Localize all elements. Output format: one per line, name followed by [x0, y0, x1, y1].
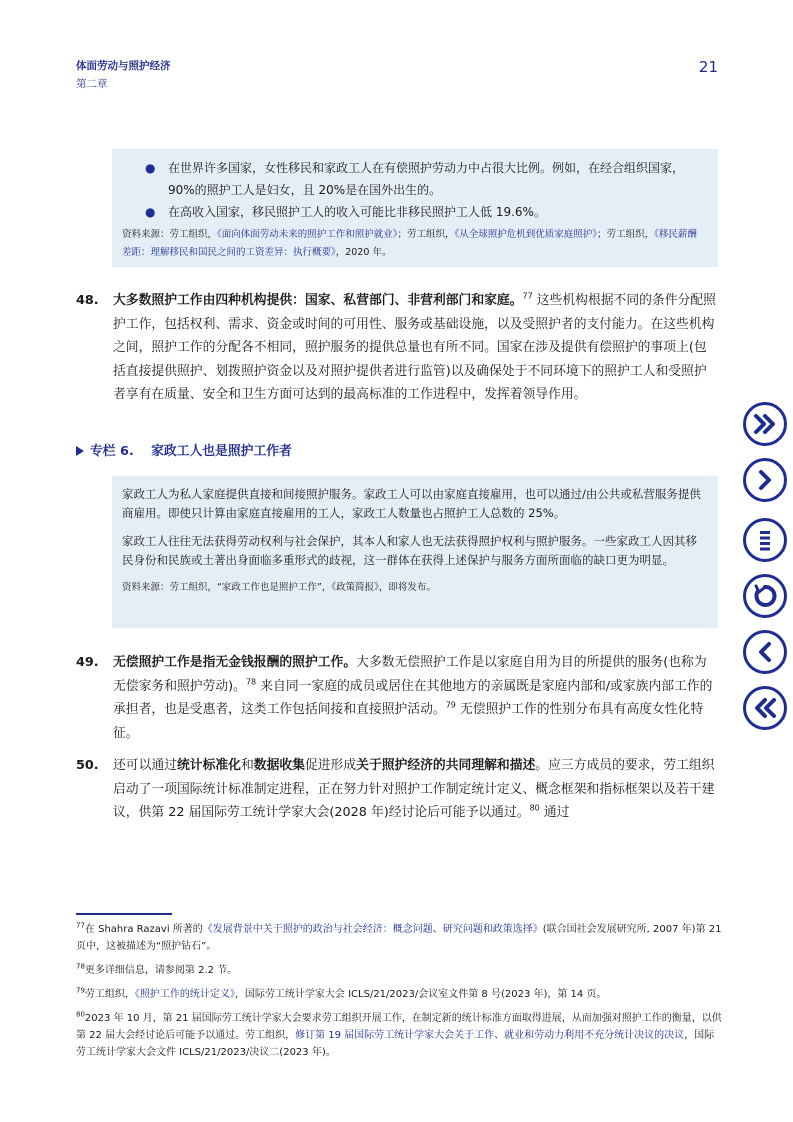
- footnote-number: 77: [76, 921, 85, 930]
- box-heading-text: 专栏 6. 家政工人也是照护工作者: [90, 444, 292, 459]
- running-header-chapter: 第二章: [76, 78, 108, 90]
- refresh-icon: [746, 577, 784, 615]
- paragraph-text: 大多数无偿照护工作是以家庭自用为目的所提供的服务(也称为无偿家务和照护劳动)。: [113, 655, 707, 694]
- chevron-left-icon: [746, 633, 784, 671]
- double-chevron-right-icon: [746, 405, 784, 443]
- paragraph-text: 和: [240, 758, 254, 773]
- info-box-migrant-care-workers: [112, 149, 718, 267]
- list-icon: [746, 521, 784, 559]
- source-link[interactable]: 《面向体面劳动未来的照护工作和照护就业》: [217, 229, 398, 240]
- paragraph-text: 促进形成: [304, 758, 357, 773]
- paragraph-text: 通过: [539, 805, 570, 820]
- footnote-text: 更多详细信息，请参阅第 2.2 节。: [84, 965, 238, 976]
- paragraph-text: 来自同一家庭的成员或居住在其他地方的亲属既是家庭内部和/或家族内部工作的承担者，也是受惠者，这类工作包括间接和直接照护活动。: [113, 678, 713, 717]
- paragraph-number: 48.: [76, 293, 99, 308]
- footnote-ref[interactable]: 79: [445, 700, 456, 710]
- box-heading: [76, 440, 716, 464]
- page-number: 21: [698, 58, 718, 76]
- box-paragraph: 家政工人为私人家庭提供直接和间接照护服务。家政工人可以由家庭直接雇用，也可以通过/由公共或私营服务提供商雇用。即使只计算由家庭直接雇用的工人，家政工人数量也占照护工人总数的 25%。: [122, 487, 701, 520]
- source-text: ；劳工组织，: [597, 229, 655, 240]
- contents-button[interactable]: [743, 518, 787, 562]
- info-box-domestic-workers: [112, 476, 718, 628]
- previous-page-button[interactable]: [743, 630, 787, 674]
- footnote-text: ，国际劳工统计学家大会文件 ICLS/21/2023/决议二(2023 年)。: [76, 1030, 715, 1058]
- bold-term: 统计标准化: [176, 758, 241, 773]
- source-link[interactable]: 《从全球照护危机到优质家庭照护》: [454, 229, 598, 240]
- paragraph-lead: 无偿照护工作是指无金钱报酬的照护工作。: [113, 655, 357, 670]
- paragraph-text: 无偿照护工作的性别分布具有高度女性化特征。: [113, 702, 704, 741]
- paragraph-number: 50.: [76, 758, 99, 773]
- footnote-77: [76, 921, 724, 955]
- footnote-text: 2023 年 10 月，第 21 届国际劳工统计学家大会要求劳工组织开展工作，在制定新的统计标准方面取得进展，从而加强对照护工作的衡量，以供第 22 届大会经讨论后可能予以通过。劳工组织，: [76, 1013, 722, 1041]
- footnote-ref[interactable]: 78: [245, 677, 257, 687]
- footnote-text: ，国际劳工统计学家大会 ICLS/21/2023/会议室文件第 8 号(2023 年)，第 14 页。: [234, 989, 607, 1000]
- paragraph-lead: 大多数照护工作由四种机构提供：国家、私营部门、非营利部门和家庭。: [113, 293, 523, 308]
- bullet-icon: ●: [145, 161, 156, 175]
- bullet-text: 在世界许多国家，女性移民和家政工人在有偿照护劳动力中占很大比例。例如，在经合组织国家，90%的照护工人是妇女，且 20%是在国外出生的。: [168, 161, 685, 197]
- footnote-79: [76, 986, 724, 1003]
- bullet-item: [122, 157, 706, 201]
- paragraph-48: [76, 289, 718, 407]
- footnote-link[interactable]: 《发展背景中关于照护的政治与社会经济：概念问题、研究问题和政策选择》: [202, 924, 543, 935]
- footnote-ref[interactable]: 80: [529, 803, 540, 813]
- footnote-text: (联合国社会发展研究所, 2007 年)第 21 页中，这被描述为“照护钻石”。: [76, 924, 722, 952]
- bullet-item: [122, 201, 706, 223]
- paragraph-number: 49.: [76, 655, 99, 670]
- triangle-right-icon: [76, 446, 84, 456]
- double-chevron-left-icon: [746, 689, 784, 727]
- footnote-number: 80: [76, 1010, 85, 1019]
- box-source: 资料来源：劳工组织，“家政工作也是照护工作”，《政策简报》，即将发布。: [122, 582, 436, 593]
- bold-term: 关于照护经济的共同理解和描述: [356, 758, 536, 773]
- footnote-rule: [76, 913, 172, 915]
- footnote-78: [76, 962, 724, 979]
- footnote-link[interactable]: 修订第 19 届国际劳工统计学家大会关于工作、就业和劳动力利用不充分统计决议的决议: [295, 1030, 685, 1041]
- bold-term: 数据收集: [253, 758, 305, 773]
- last-page-button[interactable]: [743, 402, 787, 446]
- source-text: ，2020 年。: [335, 247, 392, 258]
- footnote-number: 79: [76, 986, 85, 995]
- footnote-link[interactable]: 《照护工作的统计定义》: [134, 989, 235, 1000]
- bullet-icon: ●: [145, 205, 156, 219]
- paragraph-49: [76, 651, 718, 745]
- footnote-number: 78: [76, 962, 85, 971]
- running-header-title: 体面劳动与照护经济: [76, 60, 171, 72]
- box-source: [122, 226, 706, 262]
- source-text: 资料来源：劳工组织，: [122, 229, 218, 240]
- first-page-button[interactable]: [743, 686, 787, 730]
- paragraph-50: [76, 754, 718, 825]
- source-link[interactable]: 《移民薪酬差距：理解移民和国民之间的工资差异：执行概要》: [122, 229, 697, 258]
- footnote-80: [76, 1010, 724, 1061]
- paragraph-text: 还可以通过: [113, 758, 177, 773]
- bullet-text: 在高收入国家，移民照护工人的收入可能比非移民照护工人低 19.6%。: [168, 205, 546, 219]
- next-page-button[interactable]: [743, 458, 787, 502]
- source-text: ；劳工组织，: [397, 229, 455, 240]
- footnote-text: 劳工组织，: [84, 989, 135, 1000]
- footnote-text: 在 Shahra Razavi 所著的: [84, 924, 203, 935]
- footnote-ref[interactable]: 77: [522, 291, 533, 301]
- footnotes: [76, 921, 724, 1068]
- box-paragraph: 家政工人往往无法获得劳动权利与社会保护，其本人和家人也无法获得照护权利与照护服务。一些家政工人因其移民身份和民族或土著出身面临多重形式的歧视，这一群体在获得上述保护与服务方面所面临的缺口更为明显。: [122, 534, 697, 567]
- paragraph-text: 这些机构根据不同的条件分配照护工作，包括权利、需求、资金或时间的可用性、服务或基础设施，以及受照护者的支付能力。在这些机构之间，照护工作的分配各不相同，照护服务的提供总量也有所不同。国家在涉及提供有偿照护的事项上(包括直接提供照护、划拨照护资金以及对照护提供者进行监管)以及确保处于不同环境下的照护工人和受照护者享有在质量、安全和卫生方面可达到的最高标准的工作进程中，发挥着领导作用。: [113, 293, 716, 402]
- paragraph-text: 。应三方成员的要求，劳工组织启动了一项国际统计标准制定进程，正在努力针对照护工作制定统计定义、概念框架和指标框架以及若干建议，供第 22 届国际劳工统计学家大会(2028 年)经讨论后可能予以通过。: [113, 758, 715, 820]
- chevron-right-icon: [746, 461, 784, 499]
- back-button[interactable]: [743, 574, 787, 618]
